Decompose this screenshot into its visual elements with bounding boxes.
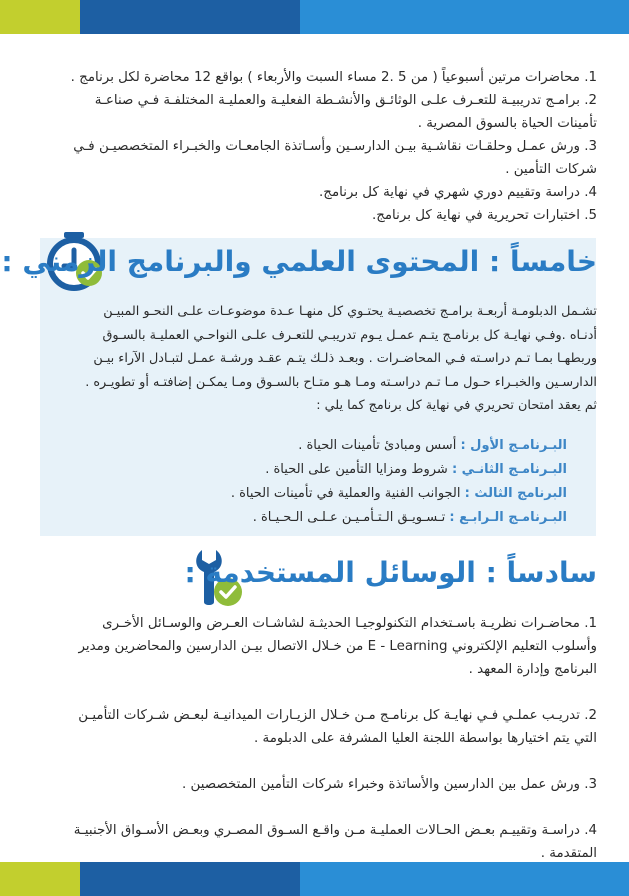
list-line: 2. تدريـب عملـي فـي نهايـة كل برنامـج مـن خـلال الزيـارات الميدانيـة لبعـض شـركات التأميـن [78, 708, 597, 723]
top-band-blue [300, 0, 629, 34]
methods-used-list [46, 612, 597, 865]
bottom-band-green [0, 862, 80, 896]
list-item: 3. ورش عمـل وحلقـات نقاشـية بيـن الدارسـين وأسـاتذة الجامعـات والخبـراء المتخصصيـن فـي [73, 139, 597, 154]
list-item: 5. اختبارات تحريرية في نهاية كل برنامج. [371, 208, 597, 223]
program-item [46, 482, 597, 506]
list-item-continuation: تأمينات الحياة بالسوق المصرية . [417, 116, 597, 131]
paragraph-line: وربطهـا بمـا تـم دراسـته فـي المحاضـرات . وبعـد ذلـك يتـم عقـد ورشـة عمـل لتبـادل الآراء بيـن [93, 351, 597, 366]
program-list [46, 434, 597, 530]
section5-paragraph [46, 300, 597, 418]
program-label: البـرنامـج الـرابـع : [449, 510, 567, 525]
bottom-band-blue [300, 862, 629, 896]
list-line: 1. محاضـرات نظريـة باسـتخدام التكنولوجيـا الحديثـة لشاشـات العـرض والوسـائل الأخـرى [102, 616, 597, 631]
program-text: أسس ومبادئ تأمينات الحياة . [298, 438, 457, 453]
list-line: البرنامج وإدارة المعهد . [468, 662, 597, 677]
program-text: الجوانب الفنية والعملية في تأمينات الحياة . [230, 486, 461, 501]
program-label: البرنامج الثالث : [464, 486, 567, 501]
top-band-navy [80, 0, 300, 34]
program-label: البـرنامـج الثانـي : [451, 462, 567, 477]
paragraph-line: ثم يعقد امتحان تحريري في نهاية كل برنامج كما يلي : [316, 398, 597, 413]
list-line: 4. دراسـة وتقييـم بعـض الحـالات العمليـة مـن واقـع السـوق المصـري وبعـض الأسـواق الأجنبيـة [73, 823, 597, 838]
training-methods-list [46, 66, 597, 227]
paragraph-line: الدارسـين والخبـراء حـول مـا تـم دراسـته ومـا هـو متـاح بالسـوق ومـا يمكـن إضافتـه أو تطويـره . [85, 374, 597, 390]
list-item: 4. دراسة وتقييم دوري شهري في نهاية كل برنامج. [319, 185, 597, 200]
list-line: المتقدمة . [540, 846, 597, 861]
list-item [46, 704, 597, 750]
paragraph-line: أدنـاه .وفـي نهايـة كل برنامـج يتـم عمـل يـوم تدريبـي للتعـرف علـى النواحـي العمليـة بالسـوق [102, 327, 597, 343]
list-item: 2. برامـج تدريبيـة للتعـرف علـى الوثائـق والأنشـطة الفعليـة والعمليـة المختلفـة فـي صناعـة [94, 93, 597, 108]
program-item [46, 434, 597, 458]
bottom-band-navy [80, 862, 300, 896]
list-line: وأسلوب التعليم الإلكتروني E - Learning من خـلال الاتصال بيـن الدارسين والمحاضرين ومدير [78, 639, 597, 654]
section5-title: خامساً : المحتوى العلمي والبرنامج الزمني : [1, 245, 597, 278]
list-item-continuation: شركات التأمين . [505, 162, 597, 177]
program-text: شروط ومزايا التأمين على الحياة . [265, 462, 448, 477]
section6-title: سادساً : الوسائل المستخدمة : [184, 556, 597, 589]
paragraph-line: تشـمل الدبلومـة أربعـة برامـج تخصصيـة يحتـوي كل منهـا عـدة موضوعـات علـى النحـو المبيـن [103, 304, 597, 319]
list-item [46, 773, 597, 796]
top-band-green [0, 0, 80, 34]
bottom-color-band [0, 862, 629, 896]
program-item [46, 506, 597, 530]
list-item: 1. محاضرات مرتين أسبوعياً ( من 5 .2 مساء السبت والأربعاء ) بواقع 12 محاضرة لكل برنامج . [70, 70, 597, 85]
program-text: تـسـويـق الـتـأمـيـن عـلـى الـحـيـاة . [252, 510, 446, 525]
list-item [46, 612, 597, 681]
program-item [46, 458, 597, 482]
program-label: البـرنامـج الأول : [460, 438, 567, 453]
top-color-band [0, 0, 629, 34]
list-item [46, 819, 597, 865]
list-line: 3. ورش عمل بين الدارسين والأساتذة وخبراء شركات التأمين المتخصصين . [182, 777, 597, 792]
list-line: التي يتم اختيارها بواسطة اللجنة العليا المشرفة على الدبلومة . [254, 731, 597, 746]
